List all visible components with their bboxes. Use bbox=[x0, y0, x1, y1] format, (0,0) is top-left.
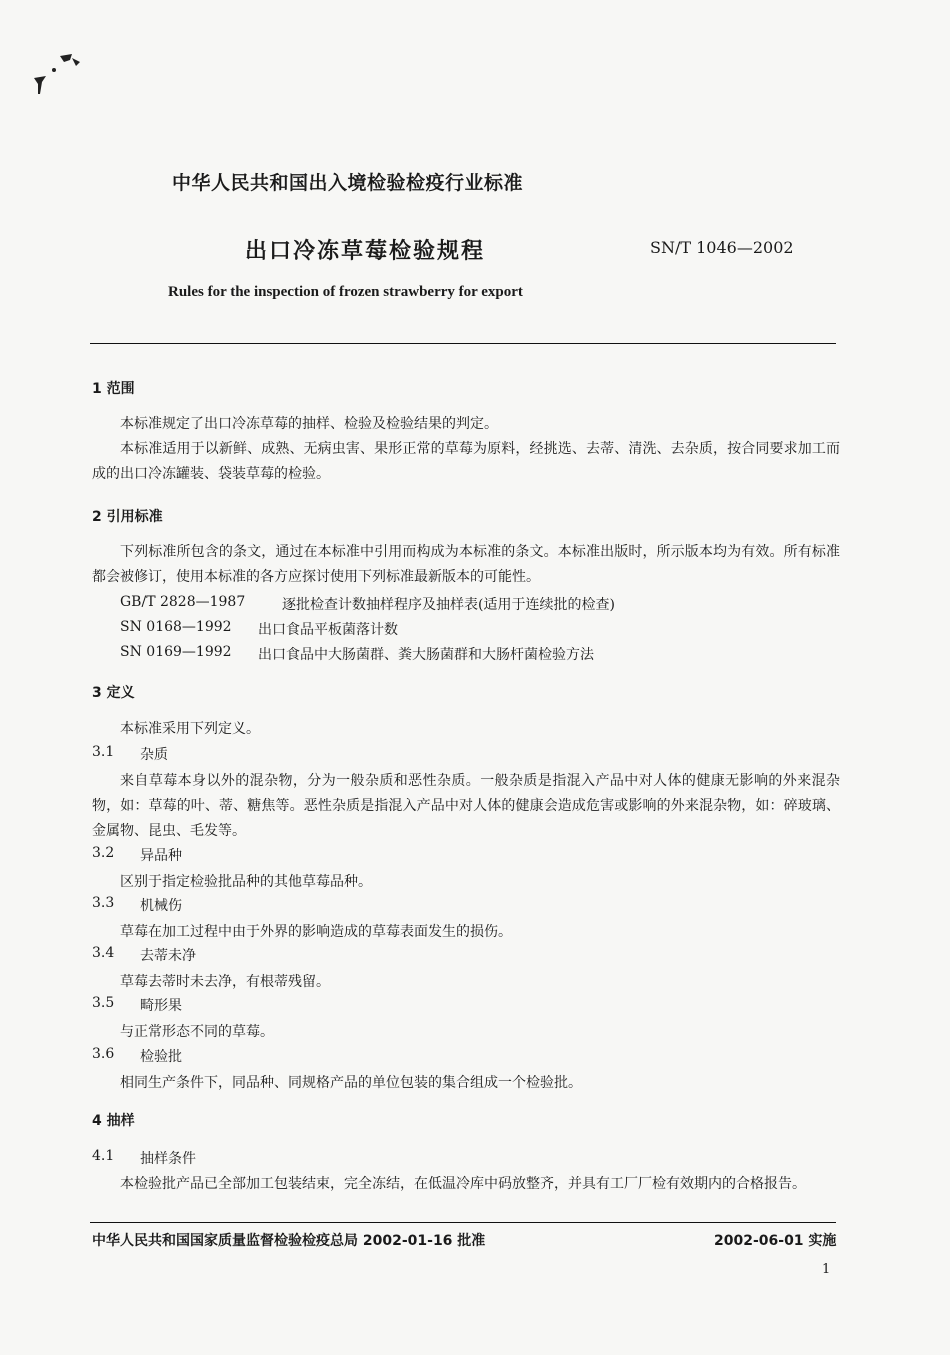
definition-term: 去蒂未净 bbox=[140, 948, 196, 964]
clause-text: 本检验批产品已全部加工包装结束，完全冻结，在低温冷库中码放整齐，并具有工厂厂检有效期内的合格报告。 bbox=[120, 1176, 806, 1192]
definition-text: 区别于指定检验批品种的其他草莓品种。 bbox=[120, 874, 372, 890]
clause-number: 4.1 bbox=[92, 1148, 115, 1164]
clause-term: 抽样条件 bbox=[140, 1151, 196, 1167]
section-4-heading: 4 抽样 bbox=[92, 1113, 135, 1129]
definition-text: 草莓去蒂时未去净，有根蒂残留。 bbox=[120, 974, 330, 990]
english-title: Rules for the inspection of frozen strawberry for export bbox=[168, 284, 523, 300]
section-3-intro: 本标准采用下列定义。 bbox=[120, 721, 260, 737]
reference-title: 逐批检查计数抽样程序及抽样表(适用于连续批的检查) bbox=[282, 597, 615, 613]
section-1-paragraph-2: 本标准适用于以新鲜、成熟、无病虫害、果形正常的草莓为原料，经挑选、去蒂、清洗、去杂质，按合同要求加工而成的出口冷冻罐装、袋装草莓的检验。 bbox=[92, 441, 840, 482]
reference-code: SN 0169—1992 bbox=[120, 644, 232, 660]
document-title: 出口冷冻草莓检验规程 bbox=[245, 239, 486, 264]
approval-issuer: 中华人民共和国国家质量监督检验检疫总局 2002-01-16 批准 bbox=[92, 1233, 486, 1249]
definition-term: 异品种 bbox=[140, 848, 182, 864]
definition-text: 来自草莓本身以外的混杂物，分为一般杂质和恶性杂质。一般杂质是指混入产品中对人体的健康无影响的外来混杂物，如：草莓的叶、蒂、糖焦等。恶性杂质是指混入产品中对人体的健康会造成危害或影响的外来混杂物，如：碎玻璃、金属物、昆虫、毛发等。 bbox=[92, 773, 840, 839]
section-2-heading: 2 引用标准 bbox=[92, 509, 163, 525]
definition-text: 草莓在加工过程中由于外界的影响造成的草莓表面发生的损伤。 bbox=[120, 924, 512, 940]
header-divider bbox=[90, 343, 836, 344]
definition-number: 3.1 bbox=[92, 744, 115, 760]
section-1-paragraph-1: 本标准规定了出口冷冻草莓的抽样、检验及检验结果的判定。 bbox=[120, 416, 498, 432]
definition-number: 3.6 bbox=[92, 1046, 115, 1062]
definition-number: 3.4 bbox=[92, 945, 115, 961]
reference-title: 出口食品平板菌落计数 bbox=[258, 622, 398, 638]
standard-category: 中华人民共和国出入境检验检疫行业标准 bbox=[172, 172, 524, 194]
corner-stamp-mark bbox=[20, 48, 90, 108]
definition-text: 相同生产条件下，同品种、同规格产品的单位包装的集合组成一个检验批。 bbox=[120, 1075, 582, 1091]
footer-divider bbox=[90, 1222, 836, 1223]
reference-code: SN 0168—1992 bbox=[120, 619, 232, 635]
section-3-heading: 3 定义 bbox=[92, 685, 135, 701]
page-number: 1 bbox=[822, 1262, 831, 1277]
definition-number: 3.3 bbox=[92, 895, 115, 911]
definition-term: 杂质 bbox=[140, 747, 168, 763]
section-2-paragraph-1: 下列标准所包含的条文，通过在本标准中引用而构成为本标准的条文。本标准出版时，所示版本均为有效。所有标准都会被修订，使用本标准的各方应探讨使用下列标准最新版本的可能性。 bbox=[92, 544, 840, 585]
standard-number: SN/T 1046—2002 bbox=[650, 238, 794, 257]
definition-term: 畸形果 bbox=[140, 998, 182, 1014]
section-1-heading: 1 范围 bbox=[92, 381, 135, 397]
reference-code: GB/T 2828—1987 bbox=[120, 594, 246, 610]
implementation-date: 2002-06-01 实施 bbox=[714, 1233, 837, 1249]
definition-term: 检验批 bbox=[140, 1049, 182, 1065]
definition-text: 与正常形态不同的草莓。 bbox=[120, 1024, 274, 1040]
reference-title: 出口食品中大肠菌群、粪大肠菌群和大肠杆菌检验方法 bbox=[258, 647, 594, 663]
definition-number: 3.5 bbox=[92, 995, 115, 1011]
definition-term: 机械伤 bbox=[140, 898, 182, 914]
definition-number: 3.2 bbox=[92, 845, 115, 861]
